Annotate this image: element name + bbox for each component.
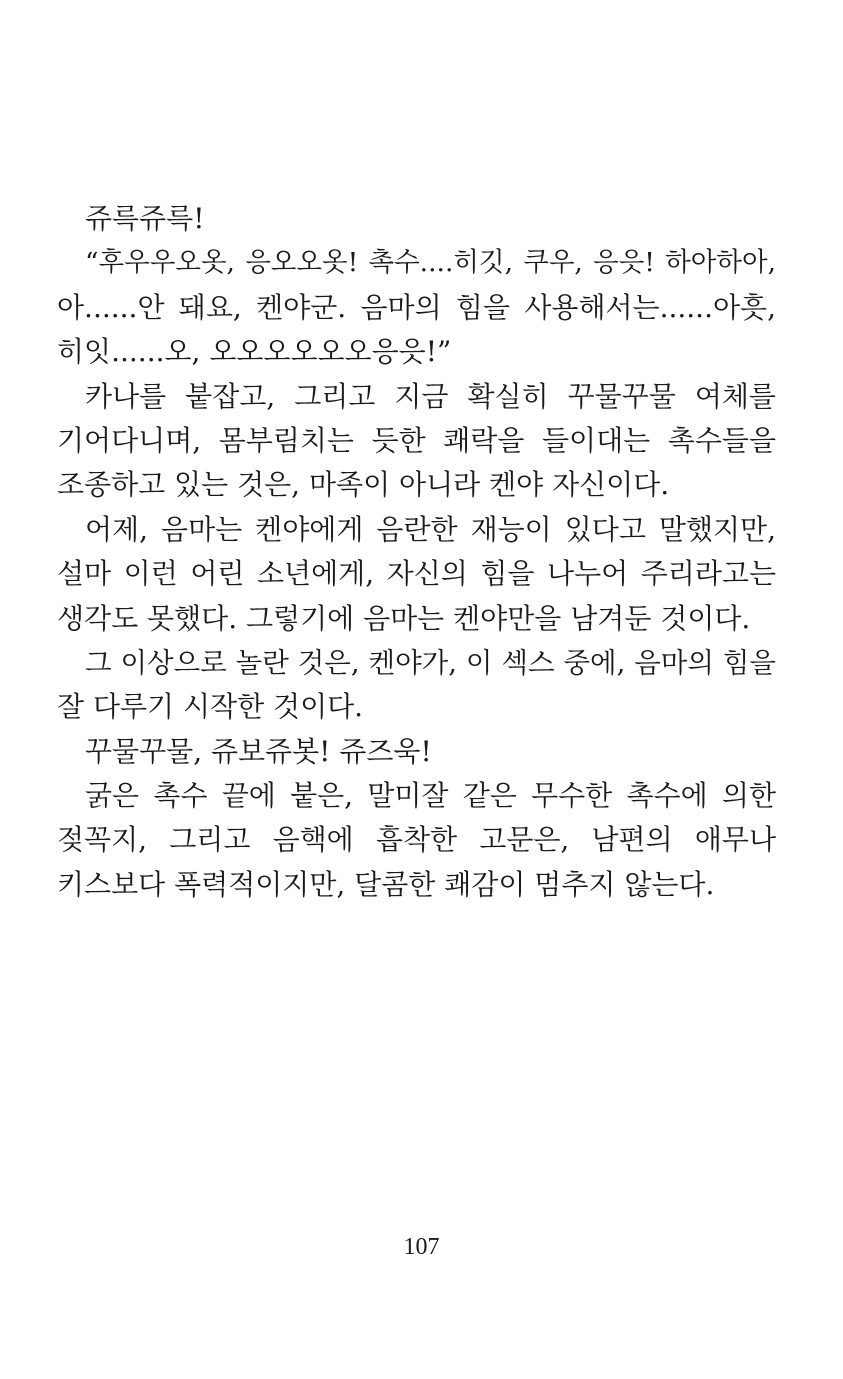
text-line-16: 키스보다 폭력적이지만, 달콤한 쾌감이 멈추지 않는다. (57, 867, 715, 901)
text-line-6: 기어다니며, 몸부림치는 듯한 쾌락을 들이대는 촉수들을 (57, 423, 776, 457)
text-line-5: 카나를 붙잡고, 그리고 지금 확실히 꾸물꾸물 여체를 (85, 379, 776, 413)
page-body (57, 197, 776, 907)
text-line-4: 히잇......오, 오오오오오오응읏!” (57, 335, 452, 369)
text-line-3: 아......안 돼요, 켄야군. 음마의 힘을 사용해서는......아흣, (57, 290, 776, 324)
text-line-8: 어제, 음마는 켄야에게 음란한 재능이 있다고 말했지만, (85, 512, 776, 546)
text-line-7: 조종하고 있는 것은, 마족이 아니라 켄야 자신이다. (57, 468, 670, 502)
text-line-13: 꾸물꾸물, 쥬보쥬봇! 쥬즈욱! (85, 734, 432, 768)
text-line-15: 젖꼭지, 그리고 음핵에 흡착한 고문은, 남편의 애무나 (57, 823, 776, 857)
text-line-11: 그 이상으로 놀란 것은, 켄야가, 이 섹스 중에, 음마의 힘을 (85, 646, 776, 679)
text-line-1: 쥬륵쥬륵! (85, 202, 205, 235)
text-line-9: 설마 이런 어린 소년에게, 자신의 힘을 나누어 주리라고는 (57, 557, 776, 591)
text-line-2: “후우우오옷, 응오오옷! 촉수....히깃, 쿠우, 응읏! 하아하아, (85, 247, 776, 279)
text-line-14: 굵은 촉수 끝에 붙은, 말미잘 같은 무수한 촉수에 의한 (85, 779, 776, 813)
text-line-10: 생각도 못했다. 그렇기에 음마는 켄야만을 남겨둔 것이다. (57, 601, 751, 635)
page-number: 107 (403, 1234, 440, 1260)
text-line-12: 잘 다루기 시작한 것이다. (57, 690, 364, 724)
